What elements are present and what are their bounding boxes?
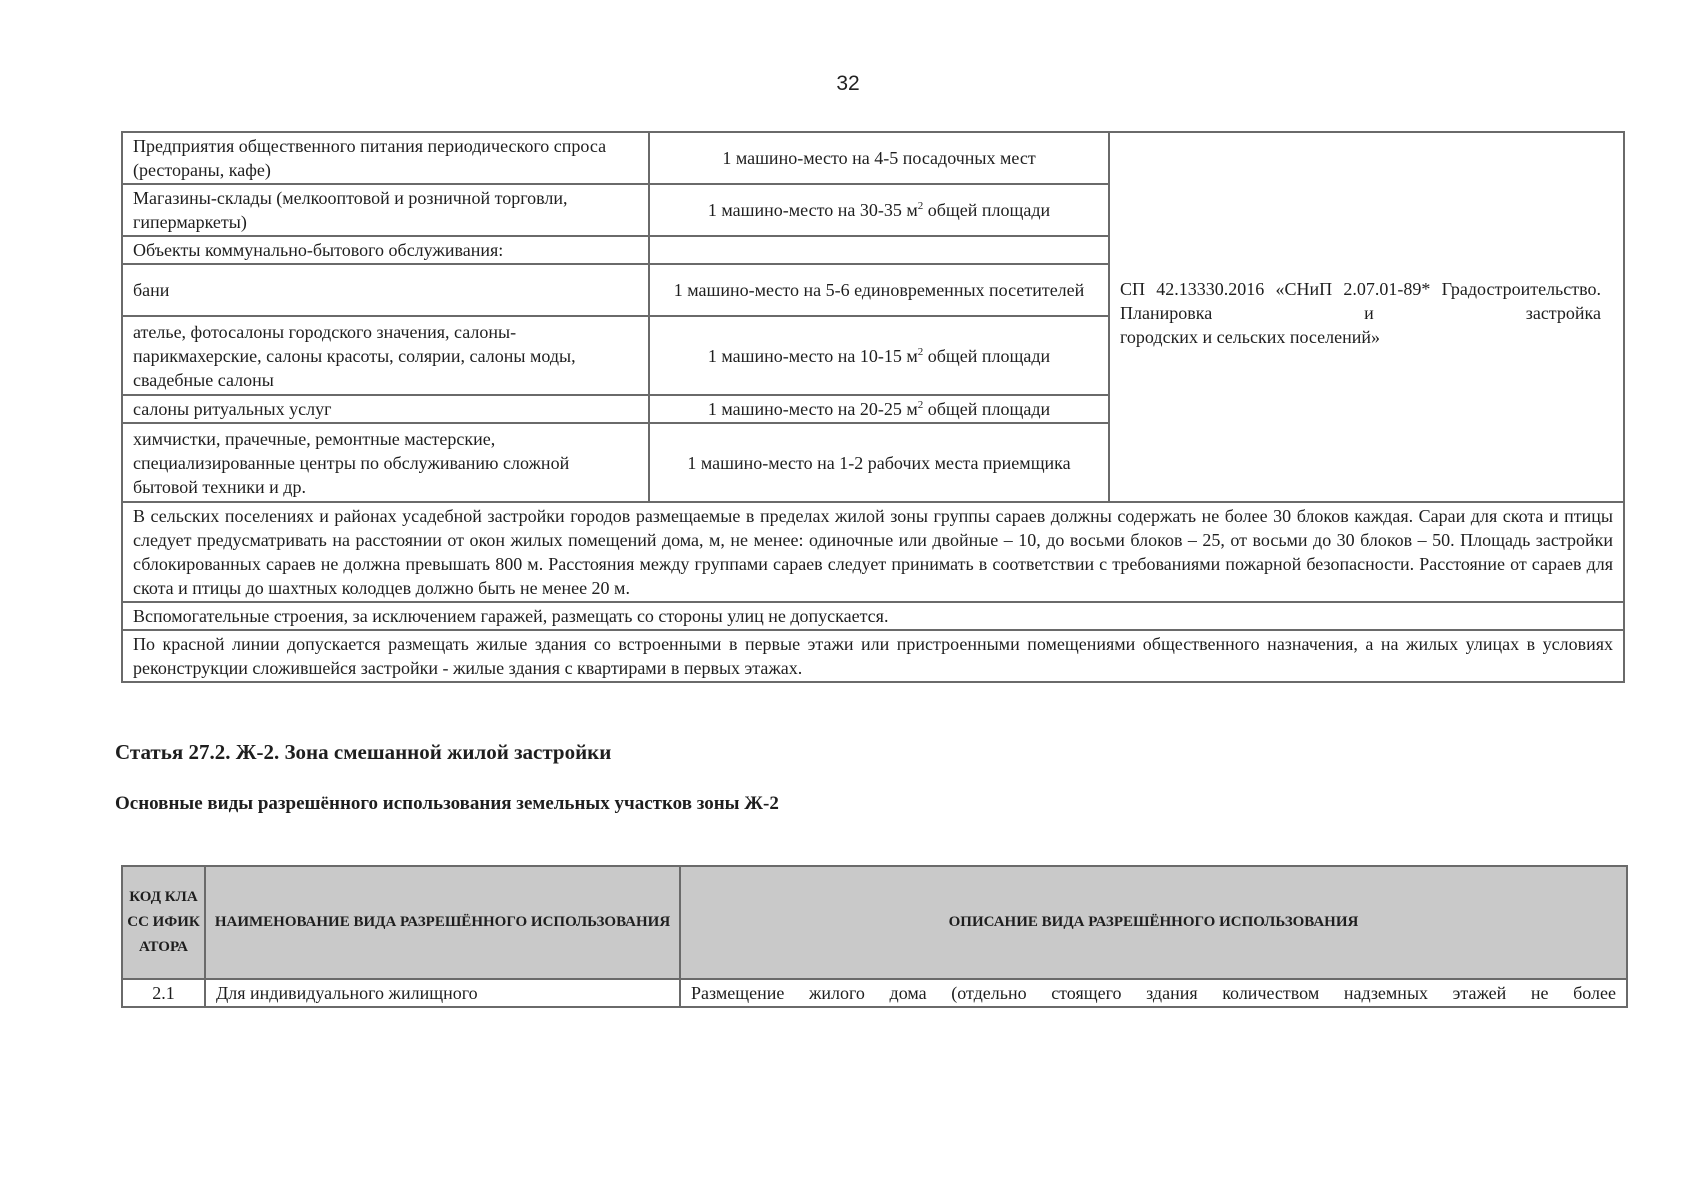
table-row [122,132,1624,184]
source-cell [1109,132,1624,502]
object-cell: Объекты коммунально-бытового обслуживания: [122,236,649,264]
norm-cell: 1 машино-место на 1-2 рабочих места приемщика [649,423,1109,502]
name-cell: Для индивидуального жилищного [205,979,680,1007]
norm-text-end: общей площади [923,200,1051,220]
object-cell: ателье, фотосалоны городского значения, салоны-парикмахерские, салоны красоты, солярии, салоны моды, свадебные салоны [122,316,649,395]
superscript: 2 [917,200,924,212]
table-row [122,979,1627,1007]
note-cell [122,602,1624,630]
norm-cell [649,236,1109,264]
header-name: НАИМЕНОВАНИЕ ВИДА РАЗРЕШЁННОГО ИСПОЛЬЗОВАНИЯ [205,866,680,979]
object-cell: салоны ритуальных услуг [122,395,649,423]
norm-text: 1 машино-место на 10-15 м [707,345,918,366]
object-cell: химчистки, прачечные, ремонтные мастерские, специализированные центры по обслуживанию сложной бытовой техники и др. [122,423,649,502]
source-line-2: городских и сельских поселений» [1120,327,1380,347]
section-subheading: Основные виды разрешённого использования земельных участков зоны Ж-2 [115,793,779,814]
norm-text-end: общей площади [923,399,1051,419]
note-row [122,502,1624,602]
norm-cell [649,316,1109,395]
norm-cell [649,395,1109,423]
norm-cell: 1 машино-место на 5-6 единовременных посетителей [649,264,1109,316]
source-line-1: СП 42.13330.2016 «СНиП 2.07.01-89* Градостроительство. Планировка и застройка [1120,279,1601,323]
superscript: 2 [917,399,924,411]
article-heading: Статья 27.2. Ж-2. Зона смешанной жилой застройки [115,740,612,764]
object-cell: Предприятия общественного питания периодического спроса (рестораны, кафе) [122,132,649,184]
note-cell [122,502,1624,602]
note-text: В сельских поселениях и районах усадебной застройки городов размещаемые в пределах жилой зоны группы сараев должны содержать не более 30 блоков каждая. Сараи для скота и птицы следует предусматривать на расстоянии от окон жилых помещений дома, м, не менее: одиночные или двойные – 10, до восьми блоков – 25, от восьми до 30 блоков – 50. Площадь застройки сблокированных сараев не должна превышать 800 м. Расстояния между группами сараев следует принимать в соответствии с требованиями пожарной безопасности. Расстояние от сараев для скота и птицы до шахтных колодцев должно быть не менее 20 м. [133,506,1613,598]
header-code: КОД КЛАСС ИФИК АТОРА [122,866,205,979]
parking-norms-table [121,131,1625,683]
note-text: По красной линии допускается размещать жилые здания со встроенными в первые этажи или пристроенными помещениями общественного назначения, а на жилых улицах в условиях реконструкции сложившейся застройки - жилые здания с квартирами в первых этажах. [133,634,1613,678]
norm-text: 1 машино-место на 30-35 м [707,200,918,220]
norm-text-end: общей площади [923,345,1051,366]
note-row [122,602,1624,630]
note-row [122,630,1624,682]
header-description: ОПИСАНИЕ ВИДА РАЗРЕШЁННОГО ИСПОЛЬЗОВАНИЯ [680,866,1627,979]
norm-cell [649,184,1109,236]
superscript: 2 [917,345,924,358]
description-cell: Размещение жилого дома (отдельно стоящего здания количеством надземных этажей не более [680,979,1627,1007]
note-cell [122,630,1624,682]
note-text: Вспомогательные строения, за исключением гаражей, размещать со стороны улиц не допускается. [133,606,889,626]
header-row [122,866,1627,979]
norm-cell: 1 машино-место на 4-5 посадочных мест [649,132,1109,184]
object-cell: бани [122,264,649,316]
code-cell: 2.1 [122,979,205,1007]
norm-text: 1 машино-место на 20-25 м [707,399,918,419]
permitted-uses-table [121,865,1628,1008]
object-cell: Магазины-склады (мелкооптовой и розничной торговли, гипермаркеты) [122,184,649,236]
page-number: 32 [836,72,860,95]
